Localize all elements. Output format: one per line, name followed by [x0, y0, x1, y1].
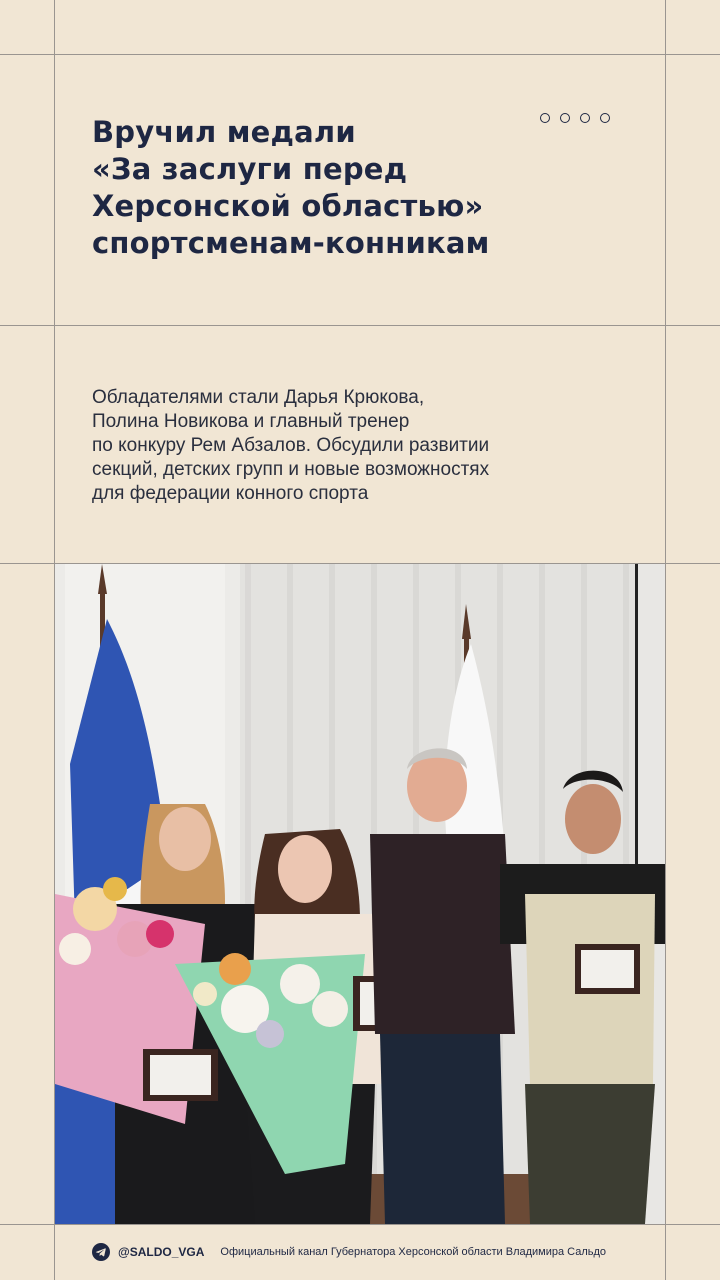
- award-photo: [55, 564, 665, 1224]
- frame-line-right: [665, 0, 666, 1280]
- post-description: [92, 386, 632, 506]
- description-line: по конкуру Рем Абзалов. Обсудили развитии: [92, 435, 490, 456]
- title-line: Херсонской областью»: [92, 189, 484, 223]
- title-line: Вручил медали: [92, 115, 356, 149]
- frame-line-middle: [0, 325, 720, 326]
- photo-illustration: [55, 564, 665, 1224]
- dot-icon: [580, 113, 590, 123]
- dot-icon: [540, 113, 550, 123]
- description-line: для федерации конного спорта: [92, 483, 369, 504]
- title-line: «За заслуги перед: [92, 152, 408, 186]
- description-line: секций, детских групп и новые возможностях: [92, 459, 490, 480]
- post-title: [92, 114, 612, 262]
- telegram-icon: [92, 1243, 110, 1261]
- description-line: Полина Новикова и главный тренер: [92, 411, 410, 432]
- title-line: спортсменам-конникам: [92, 226, 490, 260]
- channel-description: Официальный канал Губернатора Херсонской области Владимира Сальдо: [220, 1246, 607, 1258]
- channel-footer: [92, 1242, 606, 1262]
- frame-line-top: [0, 54, 720, 55]
- dot-icon: [600, 113, 610, 123]
- channel-handle[interactable]: @SALDO_VGA: [118, 1245, 205, 1259]
- dot-icon: [560, 113, 570, 123]
- description-line: Обладателями стали Дарья Крюкова,: [92, 387, 425, 408]
- frame-line-bottom: [0, 1224, 720, 1225]
- carousel-dots: [540, 113, 610, 123]
